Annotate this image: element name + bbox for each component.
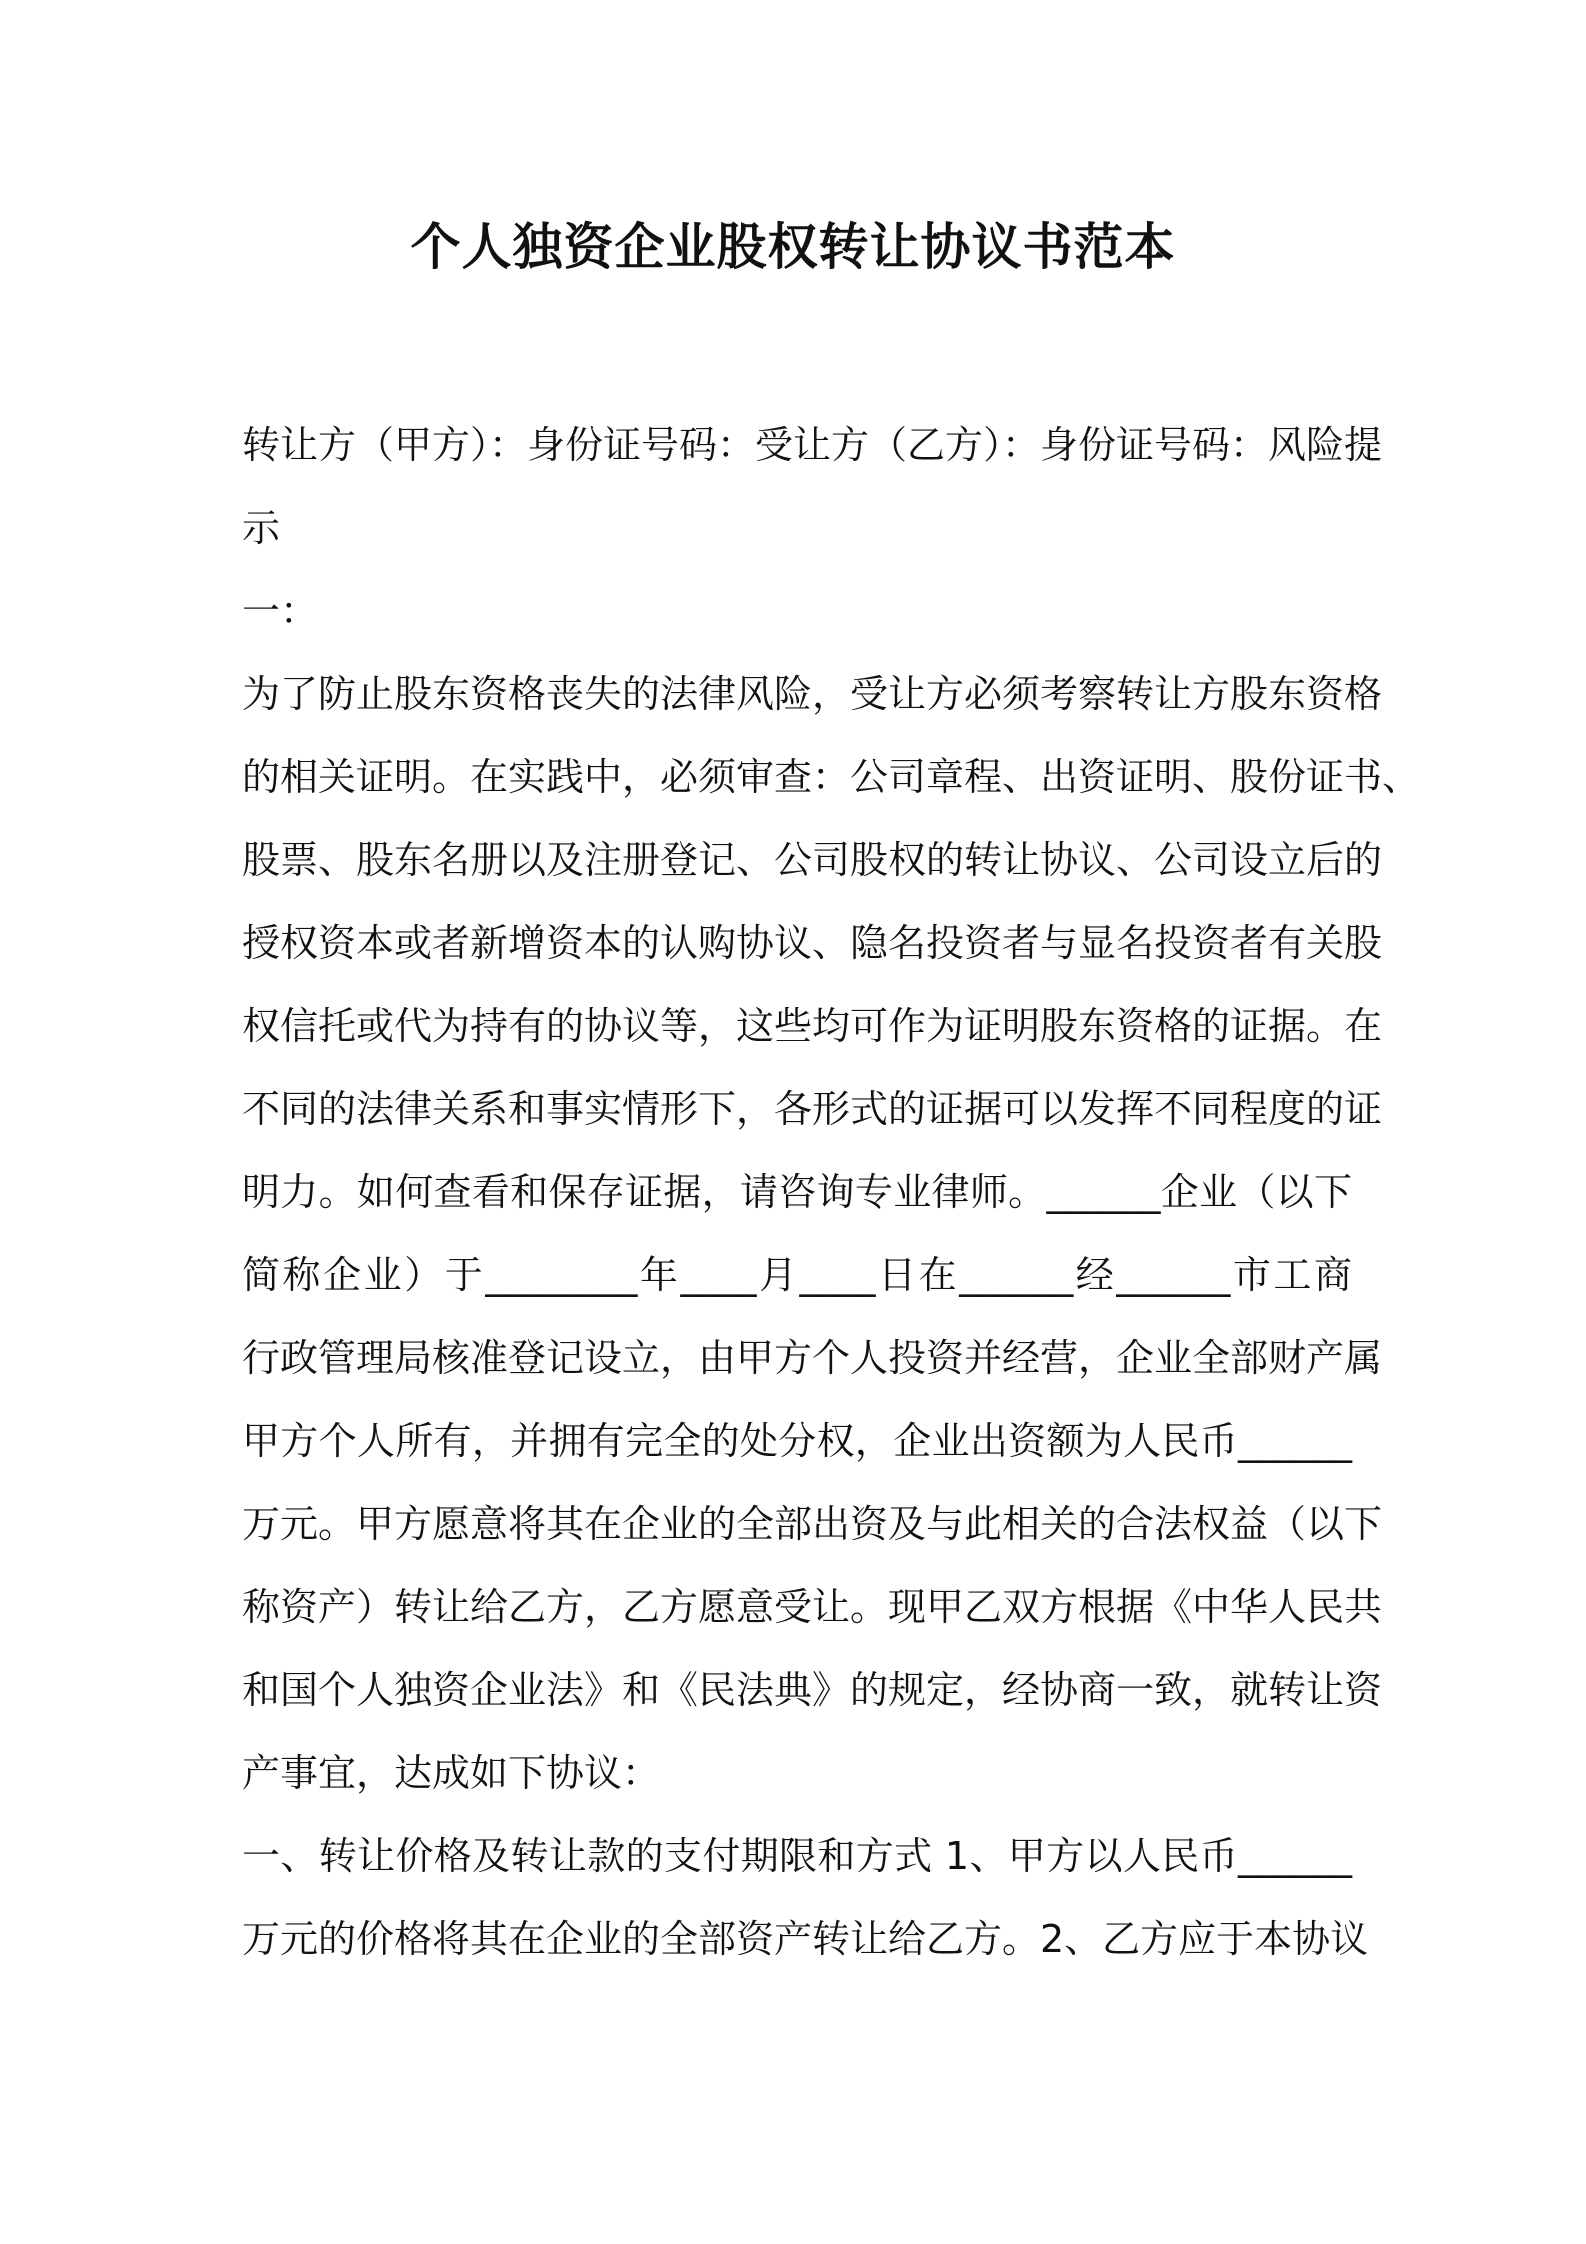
body-line: 的相关证明。在实践中，必须审查：公司章程、出资证明、股份证书、	[242, 755, 1421, 799]
body-line: 万元。甲方愿意将其在企业的全部出资及与此相关的合法权益（以下	[242, 1502, 1383, 1546]
body-line: 产事宜，达成如下协议：	[242, 1751, 661, 1795]
body-line: 授权资本或者新增资本的认购协议、隐名投资者与显名投资者有关股	[242, 921, 1383, 965]
body-line: 股票、股东名册以及注册登记、公司股权的转让协议、公司设立后的	[242, 838, 1383, 882]
document-title: 个人独资企业股权转让协议书范本	[410, 218, 1176, 276]
body-line: 甲方个人所有，并拥有完全的处分权，企业出资额为人民币______	[242, 1419, 1352, 1463]
body-line: 转让方（甲方）：身份证号码：受让方（乙方）：身份证号码：风险提	[242, 423, 1383, 467]
section-heading: 一：	[242, 589, 319, 633]
body-line: 明力。如何查看和保存证据，请咨询专业律师。______企业（以下	[242, 1170, 1352, 1214]
body-line: 不同的法律关系和事实情形下，各形式的证据可以发挥不同程度的证	[242, 1087, 1383, 1131]
body-line: 示	[242, 506, 281, 550]
body-line: 万元的价格将其在企业的全部资产转让给乙方。2、乙方应于本协议	[242, 1917, 1369, 1961]
body-line: 行政管理局核准登记设立，由甲方个人投资并经营，企业全部财产属	[242, 1336, 1383, 1380]
body-line: 为了防止股东资格丧失的法律风险，受让方必须考察转让方股东资格	[242, 672, 1383, 716]
body-line: 一、转让价格及转让款的支付期限和方式 1、甲方以人民币______	[242, 1834, 1352, 1878]
body-line: 权信托或代为持有的协议等，这些均可作为证明股东资格的证据。在	[242, 1004, 1383, 1048]
body-line: 简称企业）于________年____月____日在______经______市工商	[242, 1253, 1352, 1297]
document-body	[242, 404, 1421, 1981]
body-line: 和国个人独资企业法》和《民法典》的规定，经协商一致，就转让资	[242, 1668, 1383, 1712]
body-line: 称资产）转让给乙方，乙方愿意受让。现甲乙双方根据《中华人民共	[242, 1585, 1383, 1629]
